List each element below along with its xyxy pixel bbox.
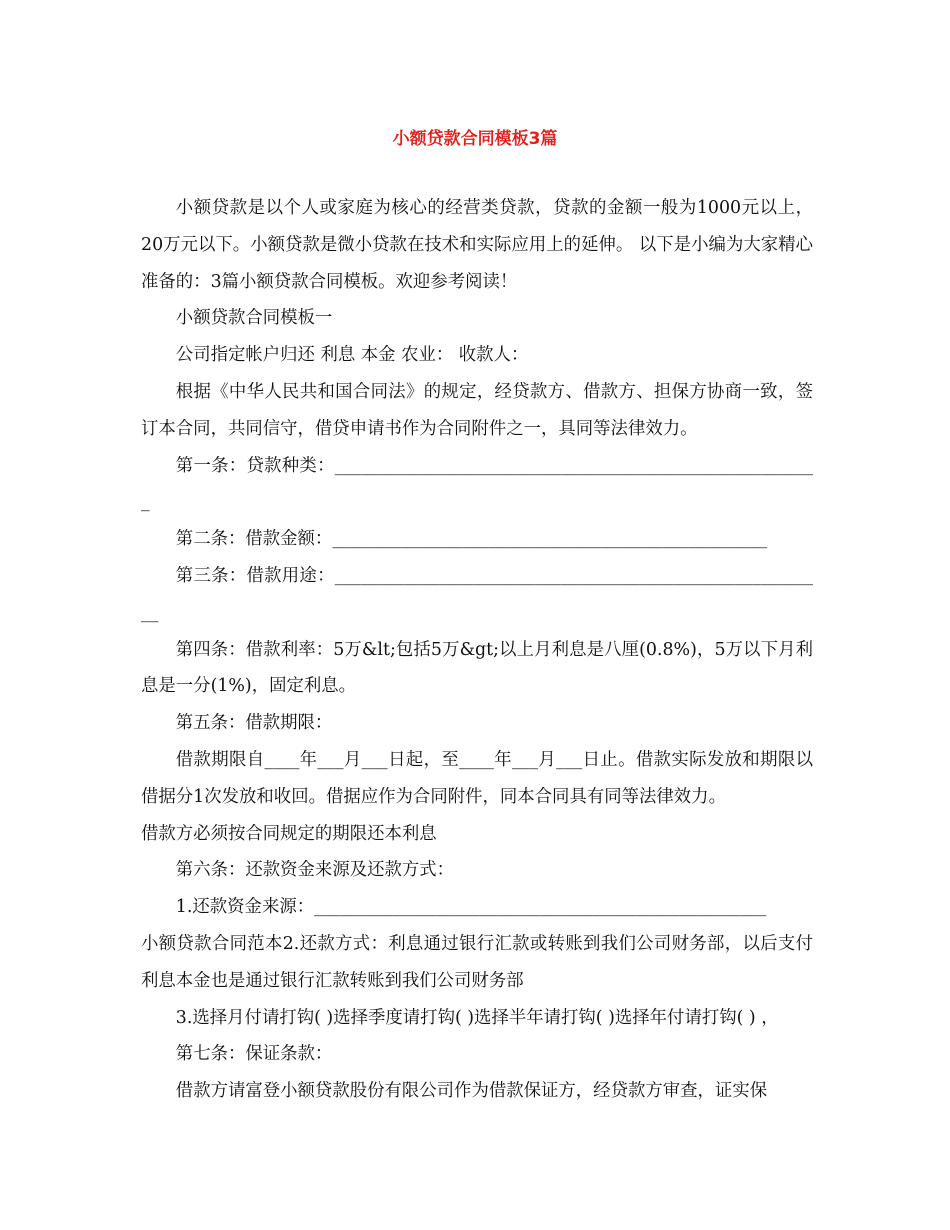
paragraph: 借款期限自____年___月___日起，至____年___月___日止。借款实际发放和期限以借据分1次发放和收回。借据应作为合同附件，同本合同具有同等法律效力。 xyxy=(141,749,813,807)
intro-paragraph: 小额贷款是以个人或家庭为核心的经营类贷款，贷款的金额一般为1000元以上，20万元以下。小额贷款是微小贷款在技术和实际应用上的延伸。 以下是小编为大家精心准备的：3篇小额贷款合同模板。欢迎参考阅读！ xyxy=(141,198,813,292)
paragraph: 根据《中华人民共和国合同法》的规定，经贷款方、借款方、担保方协商一致，签订本合同，共同信守，借贷申请书作为合同附件之一，具同等法律效力。 xyxy=(141,381,813,439)
repayment-source: 1.还款资金来源：____________________________________________________ xyxy=(175,897,767,918)
clause-7: 第七条：保证条款： xyxy=(175,1044,333,1065)
payment-options: 3.选择月付请打钩( )选择季度请打钩( )选择半年请打钩( )选择年付请打钩( ) ， xyxy=(175,1007,779,1028)
clause-3: 第三条：借款用途：_________________________________________________________ xyxy=(141,565,813,623)
clause-2: 第二条：借款金额：__________________________________________________ xyxy=(175,529,768,550)
repayment-method: 小额贷款合同范本2.还款方式：利息通过银行汇款或转账到我们公司财务部，以后支付利息本金也是通过银行汇款转账到我们公司财务部 xyxy=(141,933,813,991)
paragraph: 借款方必须按合同规定的期限还本利息 xyxy=(141,823,437,844)
paragraph: 借款方请富登小额贷款股份有限公司作为借款保证方，经贷款方审查，证实保 xyxy=(175,1081,768,1102)
clause-1: 第一条：贷款种类：________________________________________________________ xyxy=(141,455,813,513)
paragraph: 公司指定帐户归还 利息 本金 农业： 收款人： xyxy=(175,345,529,366)
document-title: 小额贷款合同模板3篇 xyxy=(392,129,558,149)
clause-6: 第六条：还款资金来源及还款方式： xyxy=(175,860,455,881)
document-body xyxy=(141,190,813,1110)
clause-4: 第四条：借款利率：5万&lt;包括5万&gt;以上月利息是八厘(0.8%)，5万以下月利息是一分(1%)，固定利息。 xyxy=(141,639,813,697)
section-heading: 小额贷款合同模板一 xyxy=(175,308,333,329)
clause-5: 第五条：借款期限： xyxy=(175,713,333,734)
